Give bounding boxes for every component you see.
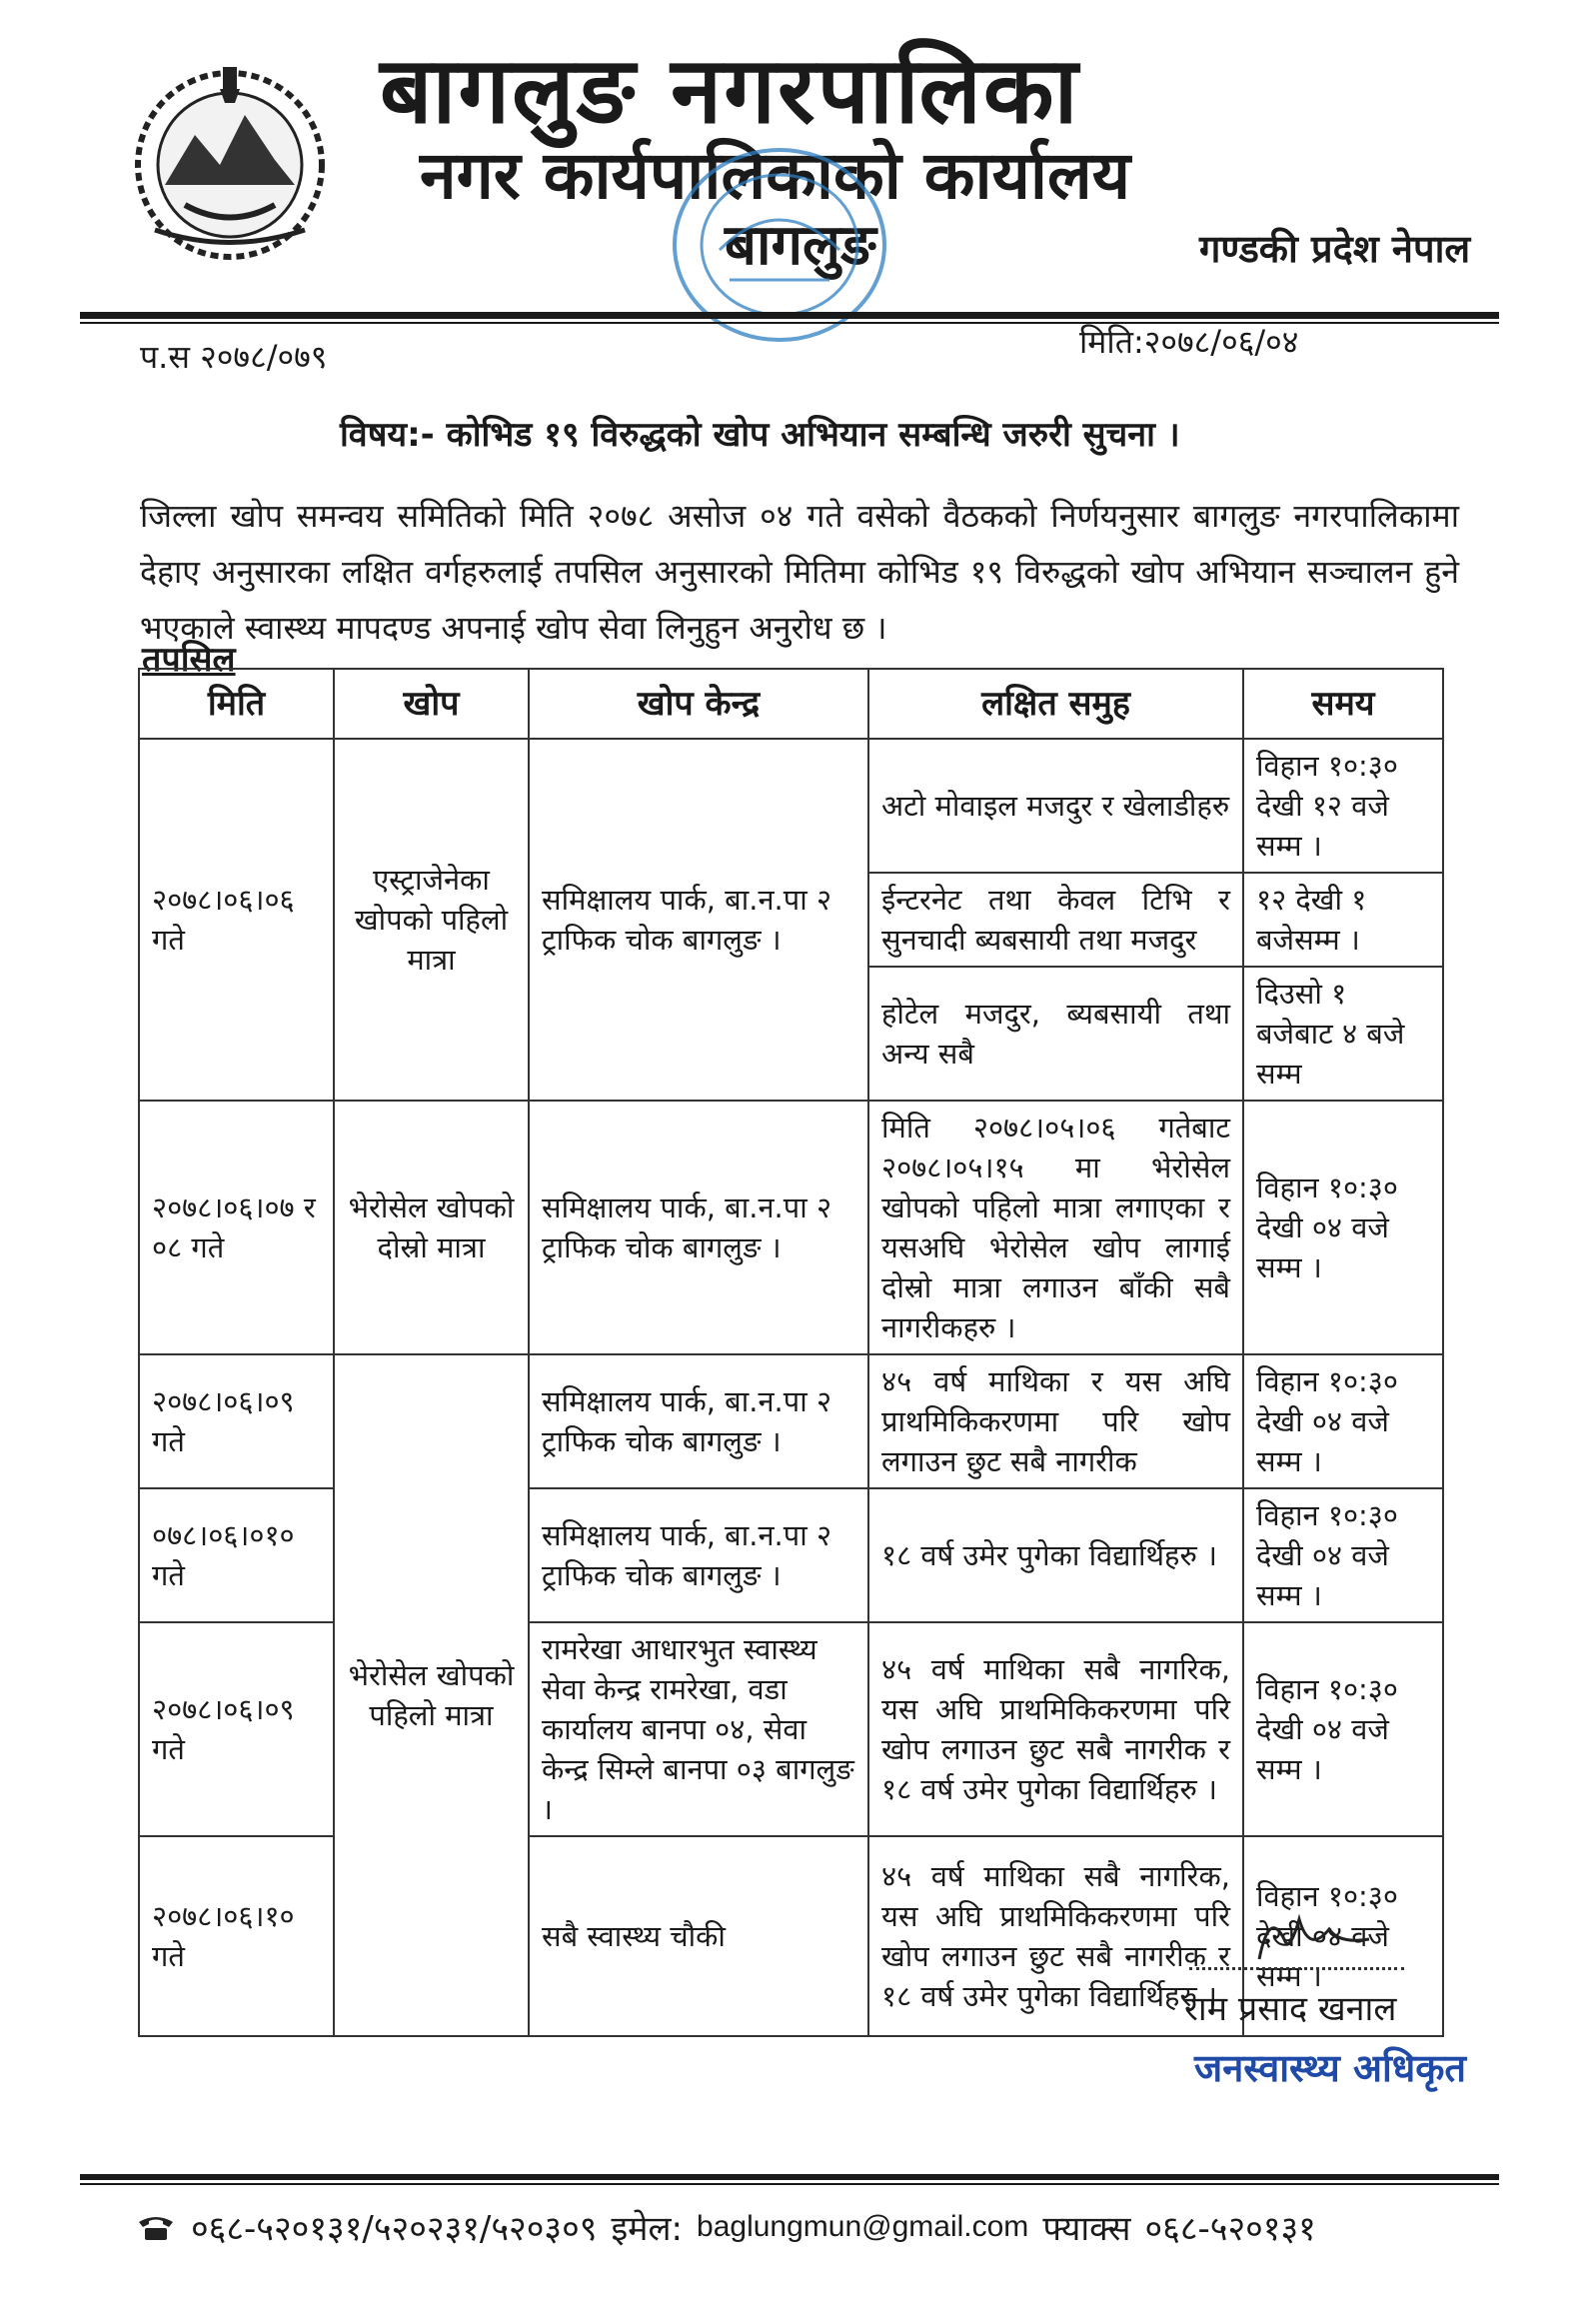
telephone-icon [135, 2212, 177, 2242]
cell-time: दिउसो १ बजेबाट ४ बजे सम्म [1243, 967, 1443, 1101]
column-header-center: खोप केन्द्र [529, 669, 868, 739]
cell-center: समिक्षालय पार्क, बा.न.पा २ ट्राफिक चोक बागलुङ । [529, 739, 868, 1101]
reference-number: प.स २०७८/०७९ [140, 338, 328, 376]
table-row [139, 739, 1443, 873]
nepal-emblem-icon [125, 55, 335, 265]
cell-date: २०७८।०६।०९ गते [139, 1354, 334, 1488]
cell-center: समिक्षालय पार्क, बा.न.पा २ ट्राफिक चोक बागलुङ । [529, 1488, 868, 1622]
cell-date: ०७८।०६।०१० गते [139, 1488, 334, 1622]
column-header-date: मिति [139, 669, 334, 739]
cell-center: समिक्षालय पार्क, बा.न.पा २ ट्राफिक चोक बागलुङ । [529, 1354, 868, 1488]
cell-time: विहान १०:३० देखी ०४ वजे सम्म । [1243, 1622, 1443, 1836]
schedule-label: तपसिल [142, 640, 236, 680]
cell-date: २०७८।०६।०७ र ०८ गते [139, 1101, 334, 1354]
cell-date: २०७८।०६।०९ गते [139, 1622, 334, 1836]
notice-body: जिल्ला खोप समन्वय समितिको मिति २०७८ असोज ०४ गते वसेको वैठकको निर्णयनुसार बागलुङ नगरपालिकामा देहाए अनुसारका लक्षित वर्गहरुलाई तपसिल अनुसारको मितिमा कोभिड १९ विरुद्धको खोप अभियान सञ्चालन हुने भएकाले स्वास्थ्य मापदण्ड अपनाई खोप सेवा लिनुहुन अनुरोध छ । [140, 497, 1459, 647]
email-address: baglungmun@gmail.com [697, 2210, 1029, 2243]
table-row [139, 1101, 1443, 1354]
column-header-time: समय [1243, 669, 1443, 739]
office-stamp-icon [640, 130, 899, 360]
cell-date: २०७८।०६।१० गते [139, 1836, 334, 2036]
footer-divider [80, 2174, 1499, 2180]
cell-time: १२ देखी १ बजेसम्म । [1243, 873, 1443, 967]
fax-label: फ्याक्स [1042, 2209, 1131, 2249]
cell-target: ४५ वर्ष माथिका र यस अघि प्राथमिकिकरणमा परि खोप लगाउन छुट सबै नागरीक [868, 1354, 1243, 1488]
fax-number: ०६८-५२०१३१ [1144, 2209, 1316, 2249]
cell-center: रामरेखा आधारभुत स्वास्थ्य सेवा केन्द्र रामरेखा, वडा कार्यालय बानपा ०४, सेवा केन्द्र सिम्ले बानपा ०३ बागलुङ । [529, 1622, 868, 1836]
email-label: इमेल: [611, 2209, 684, 2249]
cell-target: होटेल मजदुर, ब्यबसायी तथा अन्य सबै [868, 967, 1243, 1101]
column-header-target: लक्षित समुह [868, 669, 1243, 739]
municipality-title: बागलुङ नगरपालिका [380, 37, 1080, 144]
cell-target: अटो मोवाइल मजदुर र खेलाडीहरु [868, 739, 1243, 873]
vaccination-schedule-table [138, 668, 1444, 2037]
cell-target: ईन्टरनेट तथा केवल टिभि र सुनचादी ब्यबसायी तथा मजदुर [868, 873, 1243, 967]
signatory-name: राम प्रसाद खनाल [1184, 1989, 1397, 2029]
cell-center: समिक्षालय पार्क, बा.न.पा २ ट्राफिक चोक बागलुङ । [529, 1101, 868, 1354]
cell-time: विहान १०:३० देखी ०४ वजे सम्म । [1243, 1488, 1443, 1622]
signatory-title: जनस्वास्थ्य अधिकृत [1194, 2046, 1467, 2090]
footer-divider-thin [80, 2183, 1499, 2185]
signature-line [1189, 1967, 1404, 1970]
cell-target: मिति २०७८।०५।०६ गतेबाट २०७८।०५।१५ मा भेरोसेल खोपको पहिलो मात्रा लगाएका र यसअघि भेरोसेल खोप लागाई दोस्रो मात्रा लगाउन बाँकी सबै नागरीकहरु । [868, 1101, 1243, 1354]
cell-vaccine: भेरोसेल खोपको पहिलो मात्रा [334, 1354, 529, 2036]
cell-time: विहान १०:३० देखी ०४ वजे सम्म । [1243, 1354, 1443, 1488]
contact-footer [135, 2204, 1316, 2250]
phone-numbers: ०६८-५२०१३१/५२०२३१/५२०३०९ [191, 2209, 598, 2249]
letter-date: मिति:२०७८/०६/०४ [1079, 323, 1299, 361]
province-label: गण्डकी प्रदेश नेपाल [1199, 227, 1471, 271]
office-location: बागलुङ [725, 213, 876, 278]
cell-vaccine: एस्ट्राजेनेका खोपको पहिलो मात्रा [334, 739, 529, 1101]
cell-time: विहान १०:३० देखी ०४ वजे सम्म । [1243, 1101, 1443, 1354]
cell-target: ४५ वर्ष माथिका सबै नागरिक, यस अघि प्राथमिकिकरणमा परि खोप लगाउन छुट सबै नागरीक र १८ वर्ष उमेर पुगेका विद्यार्थिहरु । [868, 1836, 1243, 2036]
header-divider [80, 312, 1499, 319]
cell-target: १८ वर्ष उमेर पुगेका विद्यार्थिहरु । [868, 1488, 1243, 1622]
cell-center: सबै स्वास्थ्य चौकी [529, 1836, 868, 2036]
cell-time: विहान १०:३० देखी १२ वजे सम्म । [1243, 739, 1443, 873]
cell-date: २०७८।०६।०६ गते [139, 739, 334, 1101]
table-row [139, 1354, 1443, 1488]
table-header-row [139, 669, 1443, 739]
cell-target: ४५ वर्ष माथिका सबै नागरिक, यस अघि प्राथमिकिकरणमा परि खोप लगाउन छुट सबै नागरीक र १८ वर्ष उमेर पुगेका विद्यार्थिहरु । [868, 1622, 1243, 1836]
office-subtitle: नगर कार्यपालिकाको कार्यालय [420, 137, 1130, 214]
column-header-vaccine: खोप [334, 669, 529, 739]
cell-vaccine: भेरोसेल खोपको दोस्रो मात्रा [334, 1101, 529, 1354]
cell-time: विहान १०:३० देखी ०४ वजे सम्म । [1243, 1836, 1443, 2036]
subject-line: विषय:- कोभिड १९ विरुद्धको खोप अभियान सम्बन्धि जरुरी सुचना । [340, 415, 1180, 455]
